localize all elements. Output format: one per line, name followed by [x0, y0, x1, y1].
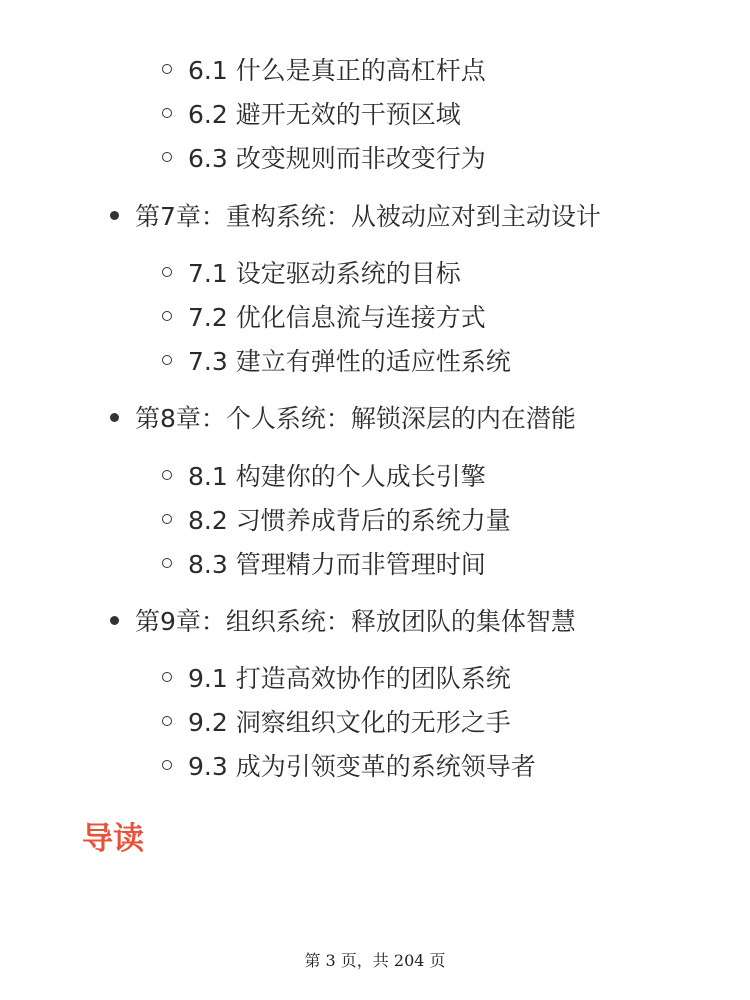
- circle-bullet-icon: [162, 716, 172, 726]
- toc-section-label: 7.2 优化信息流与连接方式: [188, 303, 486, 332]
- toc-section-label: 7.3 建立有弹性的适应性系统: [188, 347, 511, 376]
- toc-section-9-3: [162, 746, 536, 786]
- toc-section-label: 9.1 打造高效协作的团队系统: [188, 664, 511, 693]
- toc-section-label: 8.3 管理精力而非管理时间: [188, 550, 486, 579]
- toc-section-6-1: [162, 50, 486, 90]
- toc-section-label: 7.1 设定驱动系统的目标: [188, 259, 461, 288]
- toc-chapter-8: [110, 398, 576, 438]
- toc-chapter-label: 第7章：重构系统：从被动应对到主动设计: [135, 202, 601, 231]
- circle-bullet-icon: [162, 672, 172, 682]
- toc-section-label: 9.3 成为引领变革的系统领导者: [188, 752, 536, 781]
- circle-bullet-icon: [162, 64, 172, 74]
- circle-bullet-icon: [162, 355, 172, 365]
- toc-section-7-3: [162, 341, 511, 381]
- circle-bullet-icon: [162, 470, 172, 480]
- toc-section-8-2: [162, 500, 511, 540]
- toc-section-label: 9.2 洞察组织文化的无形之手: [188, 708, 511, 737]
- circle-bullet-icon: [162, 514, 172, 524]
- circle-bullet-icon: [162, 267, 172, 277]
- toc-section-label: 6.2 避开无效的干预区域: [188, 100, 461, 129]
- toc-section-label: 8.1 构建你的个人成长引擎: [188, 462, 486, 491]
- disc-bullet-icon: [110, 413, 119, 422]
- page-footer: 第 3 页，共 204 页: [304, 951, 446, 970]
- toc-section-label: 6.3 改变规则而非改变行为: [188, 144, 486, 173]
- section-heading: 导读: [82, 821, 144, 857]
- toc-chapter-label: 第9章：组织系统：释放团队的集体智慧: [135, 607, 576, 636]
- toc-chapter-7: [110, 196, 601, 236]
- circle-bullet-icon: [162, 760, 172, 770]
- circle-bullet-icon: [162, 311, 172, 321]
- circle-bullet-icon: [162, 558, 172, 568]
- disc-bullet-icon: [110, 211, 119, 220]
- toc-section-9-1: [162, 658, 511, 698]
- circle-bullet-icon: [162, 108, 172, 118]
- toc-section-8-1: [162, 456, 486, 496]
- toc-section-9-2: [162, 702, 511, 742]
- toc-chapter-9: [110, 601, 576, 641]
- toc-section-7-1: [162, 253, 461, 293]
- circle-bullet-icon: [162, 152, 172, 162]
- toc-section-7-2: [162, 297, 486, 337]
- toc-section-6-3: [162, 138, 486, 178]
- disc-bullet-icon: [110, 616, 119, 625]
- toc-section-label: 6.1 什么是真正的高杠杆点: [188, 56, 486, 85]
- toc-section-8-3: [162, 544, 486, 584]
- toc-section-6-2: [162, 94, 461, 134]
- toc-section-label: 8.2 习惯养成背后的系统力量: [188, 506, 511, 535]
- toc-chapter-label: 第8章：个人系统：解锁深层的内在潜能: [135, 404, 576, 433]
